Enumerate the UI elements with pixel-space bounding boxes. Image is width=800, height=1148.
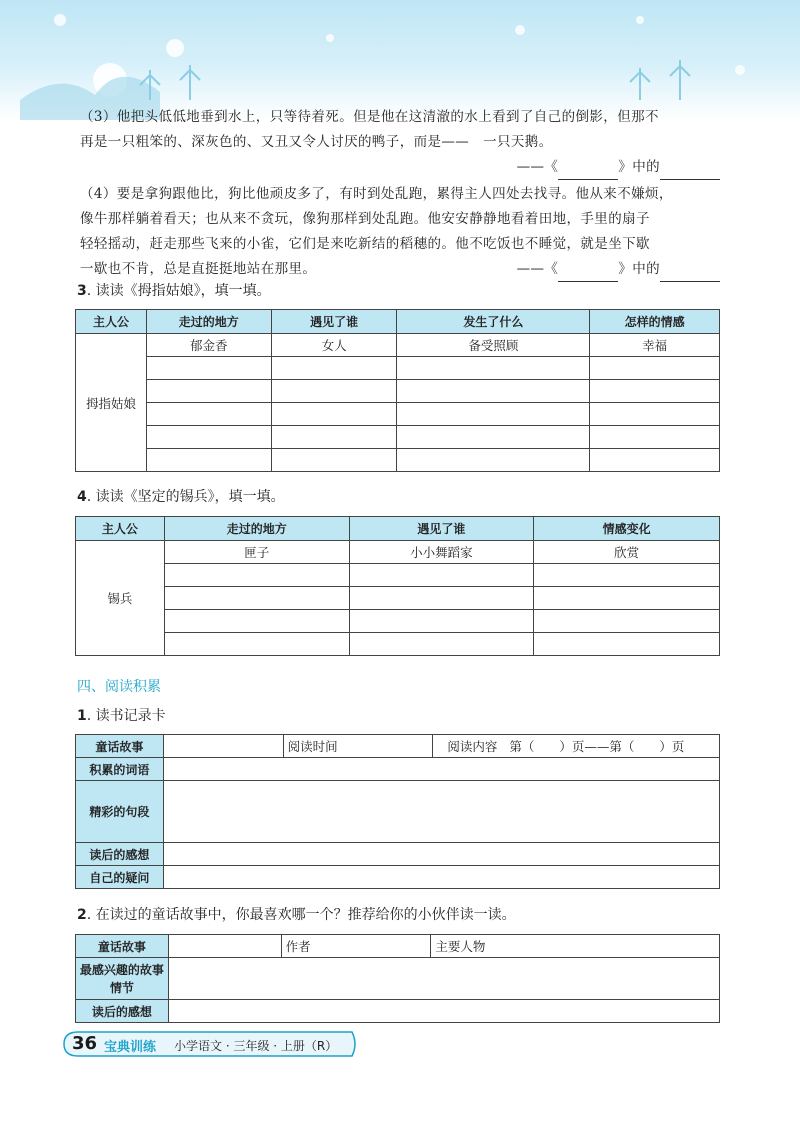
author-cell[interactable]: 作者 (281, 935, 431, 958)
story-input[interactable] (168, 935, 281, 958)
answer-cell[interactable] (397, 426, 590, 449)
answer-cell[interactable] (146, 403, 271, 426)
passage-4-line-1: （4）要是拿狗跟他比，狗比他顽皮多了，有时到处乱跑，累得主人四处去找寻。他从来不嫌烦， (80, 186, 673, 202)
table-row (76, 380, 720, 403)
recommend-title: 2. 在读过的童话故事中，你最喜欢哪一个？推荐给你的小伙伴读一读。 (77, 907, 516, 923)
header-met: 遇见了谁 (271, 310, 397, 334)
passage-input[interactable] (163, 781, 719, 843)
header-places: 走过的地方 (146, 310, 271, 334)
book-title-blank[interactable] (558, 263, 618, 282)
answer-cell[interactable] (534, 610, 720, 633)
answer-cell[interactable] (534, 587, 720, 610)
answer-cell[interactable] (271, 403, 397, 426)
answer-cell[interactable] (146, 380, 271, 403)
answer-cell[interactable] (164, 587, 349, 610)
feeling-input[interactable] (168, 1000, 719, 1023)
answer-cell[interactable] (146, 426, 271, 449)
story-input[interactable] (163, 735, 283, 758)
question-label: 自己的疑问 (76, 866, 164, 889)
snow-scene-illustration (0, 0, 800, 120)
header-feeling-change: 情感变化 (534, 517, 720, 541)
table-row (76, 564, 720, 587)
passage-3 (80, 105, 720, 180)
table-cell: 小小舞蹈家 (349, 541, 534, 564)
header-banner (0, 0, 800, 120)
page-footer (62, 1030, 362, 1058)
header-feeling: 怎样的情感 (590, 310, 720, 334)
page-range: 第（ ）页——第（ ）页 (509, 739, 685, 754)
answer-cell[interactable] (397, 380, 590, 403)
question-3-title: 3. 读读《拇指姑娘》，填一填。 (77, 283, 271, 299)
reading-card-title: 1. 读书记录卡 (77, 708, 166, 724)
header-met: 遇见了谁 (349, 517, 534, 541)
table-cell: 匣子 (164, 541, 349, 564)
hero-cell: 拇指姑娘 (76, 334, 147, 472)
table-row (76, 357, 720, 380)
table-row (76, 610, 720, 633)
words-input[interactable] (163, 758, 719, 781)
passage-4-line-2: 像牛那样躺着看天；也从来不贪玩，像狗那样到处乱跑。他安安静静地看着田地，手里的扇子 (80, 211, 650, 227)
answer-cell[interactable] (146, 449, 271, 472)
character-blank[interactable] (660, 161, 720, 180)
header-places: 走过的地方 (164, 517, 349, 541)
answer-cell[interactable] (271, 426, 397, 449)
answer-cell[interactable] (349, 587, 534, 610)
section-title: 四、阅读积累 (77, 679, 161, 695)
table-cell: 欣赏 (534, 541, 720, 564)
recommend-table (75, 934, 720, 1023)
feeling-label: 读后的感想 (76, 843, 164, 866)
thumbelina-table (75, 309, 720, 472)
answer-cell[interactable] (164, 633, 349, 656)
table-row (76, 403, 720, 426)
reading-time-cell[interactable]: 阅读时间 (283, 735, 433, 758)
table-cell: 幸福 (590, 334, 720, 357)
header-events: 发生了什么 (397, 310, 590, 334)
passage-3-line-2: 再是一只粗笨的、深灰色的、又丑又令人讨厌的鸭子，而是—— 一只天鹅。 (80, 134, 553, 150)
character-blank[interactable] (660, 263, 720, 282)
question-4-title: 4. 读读《坚定的锡兵》，填一填。 (77, 489, 285, 505)
words-label: 积累的词语 (76, 758, 164, 781)
table-cell: 备受照顾 (397, 334, 590, 357)
passage-4-source: ——《 》中的 (517, 257, 720, 282)
passage-4 (80, 182, 720, 282)
passage-3-source: ——《 》中的 (80, 155, 720, 180)
answer-cell[interactable] (349, 633, 534, 656)
answer-cell[interactable] (164, 564, 349, 587)
answer-cell[interactable] (590, 403, 720, 426)
reading-record-card (75, 734, 720, 889)
reading-content-cell[interactable]: 阅读内容 第（ ）页——第（ ）页 (433, 735, 720, 758)
answer-cell[interactable] (590, 380, 720, 403)
table-row (76, 426, 720, 449)
tin-soldier-table (75, 516, 720, 656)
answer-cell[interactable] (397, 357, 590, 380)
table-cell: 女人 (271, 334, 397, 357)
page-number: 36 (72, 1033, 98, 1054)
hero-cell: 锡兵 (76, 541, 165, 656)
question-input[interactable] (163, 866, 719, 889)
brand-logo: 宝典训练 (104, 1040, 157, 1055)
answer-cell[interactable] (534, 633, 720, 656)
passage-3-line-1: （3）他把头低低地垂到水上，只等待着死。但是他在这清澈的水上看到了自己的倒影，但那不 (80, 109, 659, 125)
feeling-label: 读后的感想 (76, 1000, 169, 1023)
answer-cell[interactable] (271, 449, 397, 472)
answer-cell[interactable] (590, 357, 720, 380)
header-hero: 主人公 (76, 517, 165, 541)
answer-cell[interactable] (397, 403, 590, 426)
answer-cell[interactable] (349, 564, 534, 587)
header-hero: 主人公 (76, 310, 147, 334)
story-label: 童话故事 (76, 735, 164, 758)
plot-label: 最感兴趣的故事情节 (76, 958, 169, 1000)
answer-cell[interactable] (590, 426, 720, 449)
answer-cell[interactable] (590, 449, 720, 472)
character-cell[interactable]: 主要人物 (431, 935, 720, 958)
answer-cell[interactable] (271, 357, 397, 380)
feeling-input[interactable] (163, 843, 719, 866)
table-row (76, 449, 720, 472)
passage-4-line-3: 轻轻摇动，赶走那些飞来的小雀，它们是来吃新结的稻穗的。他不吃饭也不睡觉，就是坐下歇 (80, 236, 650, 252)
book-title-blank[interactable] (558, 161, 618, 180)
table-cell: 郁金香 (146, 334, 271, 357)
plot-input[interactable] (168, 958, 719, 1000)
book-info: 小学语文 · 三年级 · 上册（R） (174, 1039, 338, 1053)
answer-cell[interactable] (534, 564, 720, 587)
answer-cell[interactable] (271, 380, 397, 403)
story-label: 童话故事 (76, 935, 169, 958)
answer-cell[interactable] (397, 449, 590, 472)
answer-cell[interactable] (146, 357, 271, 380)
table-row (76, 633, 720, 656)
answer-cell[interactable] (349, 610, 534, 633)
table-row (76, 587, 720, 610)
passage-4-line-4: 一歇也不肯，总是直挺挺地站在那里。 ——《 》中的 (80, 257, 720, 282)
passage-label: 精彩的句段 (76, 781, 164, 843)
answer-cell[interactable] (164, 610, 349, 633)
